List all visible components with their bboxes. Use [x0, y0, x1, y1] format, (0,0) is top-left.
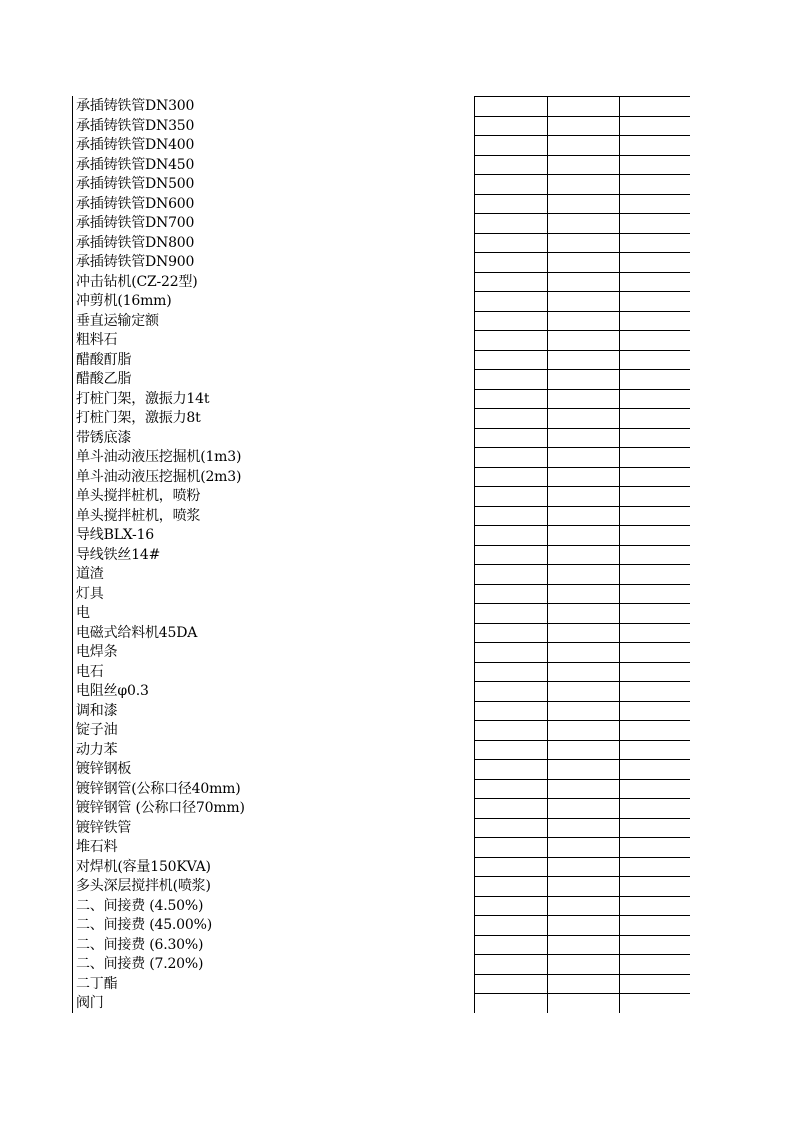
table-row	[73, 272, 690, 292]
item-name: 二、间接费 (6.30%)	[76, 936, 204, 953]
table-row	[73, 428, 690, 448]
empty-cell-2[interactable]	[547, 623, 619, 643]
item-name: 镀锌钢板	[76, 761, 132, 777]
empty-cell-3[interactable]	[619, 467, 690, 487]
empty-cell-2[interactable]	[547, 486, 619, 506]
empty-cell-2[interactable]	[547, 291, 619, 311]
table-row	[73, 759, 690, 779]
empty-cell-2[interactable]	[547, 681, 619, 701]
table-row	[73, 545, 690, 565]
item-name: 打桩门架，激振力8t	[76, 410, 201, 426]
empty-cell-2[interactable]	[547, 447, 619, 467]
empty-cell-3[interactable]	[619, 837, 690, 857]
item-name: 承插铸铁管DN700	[76, 215, 195, 231]
empty-cell-3[interactable]	[619, 116, 690, 136]
empty-cell-2[interactable]	[547, 857, 619, 877]
item-name: 单斗油动液压挖掘机(2m3)	[76, 468, 242, 485]
empty-cell-3[interactable]	[619, 506, 690, 526]
empty-cell-1[interactable]	[474, 857, 547, 877]
empty-cell-2[interactable]	[547, 564, 619, 584]
empty-cell-3[interactable]	[619, 428, 690, 448]
table-row	[73, 740, 690, 760]
empty-cell-3[interactable]	[619, 174, 690, 194]
item-name: 电	[76, 605, 90, 621]
empty-cell-2[interactable]	[547, 545, 619, 565]
table-row	[73, 954, 690, 974]
empty-cell-2[interactable]	[547, 759, 619, 779]
item-name: 承插铸铁管DN350	[76, 117, 195, 134]
table-row	[73, 389, 690, 409]
empty-cell-1[interactable]	[474, 408, 547, 428]
empty-cell-1[interactable]	[474, 311, 547, 331]
empty-cell-3[interactable]	[619, 603, 690, 623]
item-name: 堆石料	[76, 839, 118, 855]
empty-cell-3[interactable]	[619, 272, 690, 292]
empty-cell-1[interactable]	[474, 876, 547, 896]
empty-cell-1[interactable]	[474, 350, 547, 370]
empty-cell-2[interactable]	[547, 896, 619, 916]
table-row	[73, 506, 690, 526]
table-row	[73, 311, 690, 331]
item-name: 承插铸铁管DN500	[76, 176, 195, 192]
empty-cell-2[interactable]	[547, 642, 619, 662]
item-name: 垂直运输定额	[76, 312, 159, 329]
item-name: 调和漆	[76, 702, 118, 719]
item-name: 二、间接费 (45.00%)	[76, 917, 212, 933]
empty-cell-2[interactable]	[547, 506, 619, 526]
empty-cell-1[interactable]	[474, 447, 547, 467]
empty-cell-1[interactable]	[474, 486, 547, 506]
empty-cell-2[interactable]	[547, 311, 619, 331]
item-name: 承插铸铁管DN800	[76, 234, 195, 251]
item-name: 灯具	[76, 585, 104, 602]
empty-cell-1[interactable]	[474, 837, 547, 857]
item-name: 承插铸铁管DN900	[76, 254, 195, 270]
item-name: 镀锌钢管 (公称口径70mm)	[76, 800, 245, 816]
empty-cell-3[interactable]	[619, 915, 690, 935]
empty-cell-1[interactable]	[474, 272, 547, 292]
empty-cell-2[interactable]	[547, 252, 619, 272]
empty-cell-2[interactable]	[547, 408, 619, 428]
table-row	[73, 857, 690, 877]
empty-cell-3[interactable]	[619, 759, 690, 779]
empty-cell-3[interactable]	[619, 252, 690, 272]
table-row	[73, 876, 690, 896]
empty-cell-2[interactable]	[547, 369, 619, 389]
empty-cell-1[interactable]	[474, 701, 547, 721]
table-row	[73, 915, 690, 935]
empty-cell-3[interactable]	[619, 486, 690, 506]
table-row	[73, 447, 690, 467]
empty-cell-1[interactable]	[474, 116, 547, 136]
empty-cell-2[interactable]	[547, 935, 619, 955]
item-name: 单头搅拌桩机，喷浆	[76, 507, 201, 524]
table-row	[73, 564, 690, 584]
empty-cell-3[interactable]	[619, 311, 690, 331]
empty-cell-2[interactable]	[547, 174, 619, 194]
empty-cell-1[interactable]	[474, 681, 547, 701]
empty-cell-3[interactable]	[619, 350, 690, 370]
table-row	[73, 681, 690, 701]
empty-cell-1[interactable]	[474, 525, 547, 545]
empty-cell-2[interactable]	[547, 779, 619, 799]
empty-cell-3[interactable]	[619, 584, 690, 604]
empty-cell-1[interactable]	[474, 584, 547, 604]
table-row	[73, 525, 690, 545]
empty-cell-2[interactable]	[547, 584, 619, 604]
item-name: 醋酸乙脂	[76, 371, 132, 387]
empty-cell-3[interactable]	[619, 330, 690, 350]
table-row	[73, 96, 690, 116]
empty-cell-3[interactable]	[619, 642, 690, 662]
table-row	[73, 993, 690, 1013]
empty-cell-2[interactable]	[547, 330, 619, 350]
item-name: 锭子油	[76, 722, 118, 738]
empty-cell-1[interactable]	[474, 96, 547, 116]
table-row	[73, 603, 690, 623]
empty-cell-1[interactable]	[474, 213, 547, 233]
empty-cell-3[interactable]	[619, 779, 690, 799]
empty-cell-2[interactable]	[547, 135, 619, 155]
table-row	[73, 213, 690, 233]
item-name: 镀锌钢管(公称口径40mm)	[76, 780, 241, 797]
item-name: 电阻丝φ0.3	[76, 683, 149, 699]
empty-cell-2[interactable]	[547, 467, 619, 487]
empty-cell-1[interactable]	[474, 233, 547, 253]
table-row	[73, 155, 690, 175]
item-name: 带锈底漆	[76, 429, 132, 446]
item-list	[73, 96, 690, 1013]
empty-cell-1[interactable]	[474, 155, 547, 175]
item-name: 打桩门架，激振力14t	[76, 390, 210, 407]
table-row	[73, 701, 690, 721]
table-row	[73, 330, 690, 350]
empty-cell-2[interactable]	[547, 915, 619, 935]
empty-cell-1[interactable]	[474, 135, 547, 155]
table-row	[73, 935, 690, 955]
empty-cell-3[interactable]	[619, 662, 690, 682]
table-row	[73, 233, 690, 253]
empty-cell-2[interactable]	[547, 116, 619, 136]
table-row	[73, 194, 690, 214]
empty-cell-2[interactable]	[547, 662, 619, 682]
empty-cell-1[interactable]	[474, 623, 547, 643]
empty-cell-1[interactable]	[474, 720, 547, 740]
empty-cell-2[interactable]	[547, 798, 619, 818]
empty-cell-3[interactable]	[619, 96, 690, 116]
empty-cell-2[interactable]	[547, 701, 619, 721]
empty-cell-2[interactable]	[547, 213, 619, 233]
table-row	[73, 974, 690, 994]
table-row	[73, 369, 690, 389]
item-name: 电焊条	[76, 644, 118, 660]
empty-cell-1[interactable]	[474, 330, 547, 350]
item-name: 承插铸铁管DN400	[76, 137, 195, 153]
table-row	[73, 467, 690, 487]
empty-cell-1[interactable]	[474, 935, 547, 955]
item-name: 道渣	[76, 566, 104, 582]
empty-cell-2[interactable]	[547, 272, 619, 292]
table-row	[73, 486, 690, 506]
empty-cell-1[interactable]	[474, 759, 547, 779]
empty-cell-2[interactable]	[547, 603, 619, 623]
empty-cell-2[interactable]	[547, 155, 619, 175]
item-name: 导线铁丝14#	[76, 546, 161, 563]
empty-cell-3[interactable]	[619, 233, 690, 253]
item-name: 单头搅拌桩机，喷粉	[76, 488, 201, 504]
empty-cell-1[interactable]	[474, 194, 547, 214]
empty-cell-3[interactable]	[619, 564, 690, 584]
item-name: 承插铸铁管DN300	[76, 98, 195, 114]
empty-cell-1[interactable]	[474, 798, 547, 818]
empty-cell-2[interactable]	[547, 954, 619, 974]
empty-cell-2[interactable]	[547, 233, 619, 253]
empty-cell-2[interactable]	[547, 194, 619, 214]
item-name: 动力苯	[76, 741, 118, 758]
empty-cell-1[interactable]	[474, 642, 547, 662]
table-row	[73, 720, 690, 740]
empty-cell-1[interactable]	[474, 915, 547, 935]
empty-cell-3[interactable]	[619, 896, 690, 916]
item-name: 阀门	[76, 995, 104, 1011]
table-row	[73, 779, 690, 799]
item-name: 导线BLX-16	[76, 527, 154, 543]
empty-cell-3[interactable]	[619, 213, 690, 233]
empty-cell-3[interactable]	[619, 623, 690, 643]
empty-cell-2[interactable]	[547, 350, 619, 370]
empty-cell-3[interactable]	[619, 974, 690, 994]
empty-cell-1[interactable]	[474, 369, 547, 389]
table-row	[73, 896, 690, 916]
empty-cell-3[interactable]	[619, 798, 690, 818]
empty-cell-1[interactable]	[474, 545, 547, 565]
empty-cell-2[interactable]	[547, 428, 619, 448]
empty-cell-1[interactable]	[474, 779, 547, 799]
empty-cell-3[interactable]	[619, 291, 690, 311]
table-row	[73, 252, 690, 272]
empty-cell-2[interactable]	[547, 720, 619, 740]
empty-cell-1[interactable]	[474, 993, 547, 1013]
table-row	[73, 350, 690, 370]
empty-cell-3[interactable]	[619, 681, 690, 701]
item-name: 二丁酯	[76, 975, 118, 992]
empty-cell-1[interactable]	[474, 974, 547, 994]
table-row	[73, 798, 690, 818]
table-row	[73, 291, 690, 311]
item-name: 对焊机(容量150KVA)	[76, 858, 211, 875]
empty-cell-3[interactable]	[619, 369, 690, 389]
item-name: 粗料石	[76, 332, 118, 348]
empty-cell-3[interactable]	[619, 701, 690, 721]
table-row	[73, 837, 690, 857]
empty-cell-3[interactable]	[619, 740, 690, 760]
empty-cell-1[interactable]	[474, 603, 547, 623]
empty-cell-1[interactable]	[474, 564, 547, 584]
item-name: 冲击钻机(CZ-22型)	[76, 273, 198, 290]
empty-cell-3[interactable]	[619, 818, 690, 838]
table-row	[73, 408, 690, 428]
table-row	[73, 116, 690, 136]
empty-cell-2[interactable]	[547, 837, 619, 857]
empty-cell-3[interactable]	[619, 194, 690, 214]
empty-cell-3[interactable]	[619, 857, 690, 877]
empty-cell-1[interactable]	[474, 174, 547, 194]
empty-cell-1[interactable]	[474, 740, 547, 760]
empty-cell-3[interactable]	[619, 720, 690, 740]
item-name: 承插铸铁管DN600	[76, 195, 195, 212]
empty-cell-2[interactable]	[547, 96, 619, 116]
item-name: 承插铸铁管DN450	[76, 156, 195, 173]
empty-cell-3[interactable]	[619, 545, 690, 565]
empty-cell-1[interactable]	[474, 291, 547, 311]
table-row	[73, 584, 690, 604]
empty-cell-3[interactable]	[619, 155, 690, 175]
empty-cell-1[interactable]	[474, 252, 547, 272]
item-name: 电磁式给料机45DA	[76, 624, 198, 641]
table-row	[73, 174, 690, 194]
empty-cell-3[interactable]	[619, 447, 690, 467]
empty-cell-3[interactable]	[619, 389, 690, 409]
empty-cell-1[interactable]	[474, 662, 547, 682]
empty-cell-3[interactable]	[619, 993, 690, 1013]
empty-cell-2[interactable]	[547, 818, 619, 838]
item-name: 二、间接费 (4.50%)	[76, 897, 204, 914]
item-name: 多头深层搅拌机(喷浆)	[76, 878, 211, 894]
empty-cell-1[interactable]	[474, 467, 547, 487]
empty-cell-2[interactable]	[547, 389, 619, 409]
table-row	[73, 623, 690, 643]
empty-cell-2[interactable]	[547, 740, 619, 760]
empty-cell-2[interactable]	[547, 525, 619, 545]
item-name: 单斗油动液压挖掘机(1m3)	[76, 449, 242, 465]
item-name: 镀锌铁管	[76, 819, 132, 836]
empty-cell-2[interactable]	[547, 876, 619, 896]
empty-cell-1[interactable]	[474, 896, 547, 916]
empty-cell-1[interactable]	[474, 506, 547, 526]
table-row	[73, 642, 690, 662]
empty-cell-3[interactable]	[619, 135, 690, 155]
empty-cell-3[interactable]	[619, 876, 690, 896]
item-name: 醋酸酊脂	[76, 351, 132, 368]
item-name: 冲剪机(16mm)	[76, 293, 172, 309]
item-name: 电石	[76, 663, 104, 680]
empty-cell-2[interactable]	[547, 993, 619, 1013]
table-row	[73, 818, 690, 838]
item-name: 二、间接费 (7.20%)	[76, 956, 204, 972]
empty-cell-1[interactable]	[474, 818, 547, 838]
empty-cell-1[interactable]	[474, 428, 547, 448]
empty-cell-1[interactable]	[474, 954, 547, 974]
empty-cell-3[interactable]	[619, 525, 690, 545]
empty-cell-2[interactable]	[547, 974, 619, 994]
empty-cell-3[interactable]	[619, 408, 690, 428]
table-row	[73, 135, 690, 155]
empty-cell-3[interactable]	[619, 935, 690, 955]
empty-cell-3[interactable]	[619, 954, 690, 974]
empty-cell-1[interactable]	[474, 389, 547, 409]
table-row	[73, 662, 690, 682]
